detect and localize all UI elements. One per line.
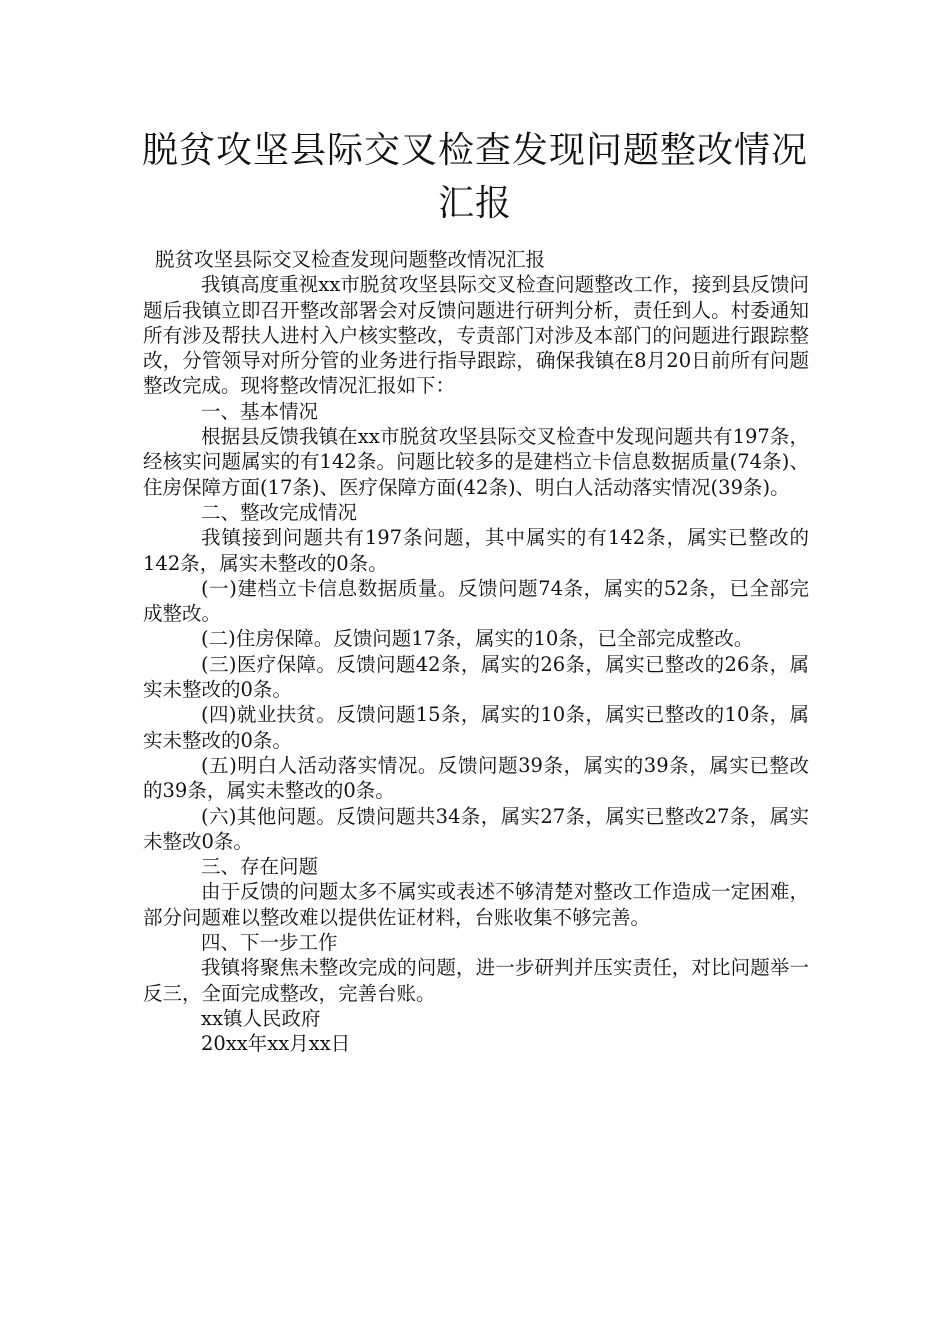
section-heading-problems: 三、存在问题 [201, 855, 319, 879]
document-body [143, 247, 809, 1057]
next-steps-paragraph: 我镇将聚焦未整改完成的问题，进一步研判并压实责任，对比问题举一反三，全面完成整改，完善台账。 [143, 956, 809, 1005]
intro-paragraph: 我镇高度重视xx市脱贫攻坚县际交叉检查问题整改工作，接到县反馈问题后我镇立即召开整改部署会对反馈问题进行研判分析，责任到人。村委通知所有涉及帮扶人进村入户核实整改，专责部门对涉及本部门的问题进行跟踪整改，分管领导对所分管的业务进行指导跟踪，确保我镇在8月20日前所有问题整改完成。现将整改情况汇报如下： [143, 273, 809, 398]
rectification-item-5: (五)明白人活动落实情况。反馈问题39条，属实的39条，属实已整改的39条，属实未整改的0条。 [143, 753, 809, 803]
problems-paragraph: 由于反馈的问题太多不属实或表述不够清楚对整改工作造成一定困难，部分问题难以整改难以提供佐证材料，台账收集不够完善。 [143, 880, 809, 929]
rectification-item-1: (一)建档立卡信息数据质量。反馈问题74条，属实的52条，已全部完成整改。 [143, 576, 809, 626]
section-heading-basic: 一、基本情况 [201, 399, 319, 423]
rectification-summary-paragraph: 我镇接到问题共有197条问题，其中属实的有142条，属实已整改的142条，属实未整改的0条。 [143, 526, 809, 575]
basic-situation-paragraph: 根据县反馈我镇在xx市脱贫攻坚县际交叉检查中发现问题共有197条，经核实问题属实的有142条。问题比较多的是建档立卡信息数据质量(74条)、住房保障方面(17条)、医疗保障方面(42条)、明白人活动落实情况(39条)。 [143, 425, 809, 499]
signature-date: 20xx年xx月xx日 [201, 1032, 351, 1056]
rectification-item-4: (四)就业扶贫。反馈问题15条，属实的10条，属实已整改的10条，属实未整改的0条。 [143, 703, 809, 752]
document-title: 脱贫攻坚县际交叉检查发现问题整改情况汇报 [141, 130, 808, 224]
signature-organization: xx镇人民政府 [201, 1006, 321, 1030]
section-heading-rectification: 二、整改完成情况 [201, 500, 358, 524]
rectification-item-6: (六)其他问题。反馈问题共34条，属实27条，属实已整改27条，属实未整改0条。 [143, 804, 809, 853]
section-heading-next-steps: 四、下一步工作 [201, 931, 338, 955]
rectification-item-3: (三)医疗保障。反馈问题42条，属实的26条，属实已整改的26条，属实未整改的0条。 [143, 652, 809, 702]
document-subtitle: 脱贫攻坚县际交叉检查发现问题整改情况汇报 [155, 248, 546, 271]
rectification-item-2: (二)住房保障。反馈问题17条，属实的10条，已全部完成整改。 [201, 627, 754, 651]
